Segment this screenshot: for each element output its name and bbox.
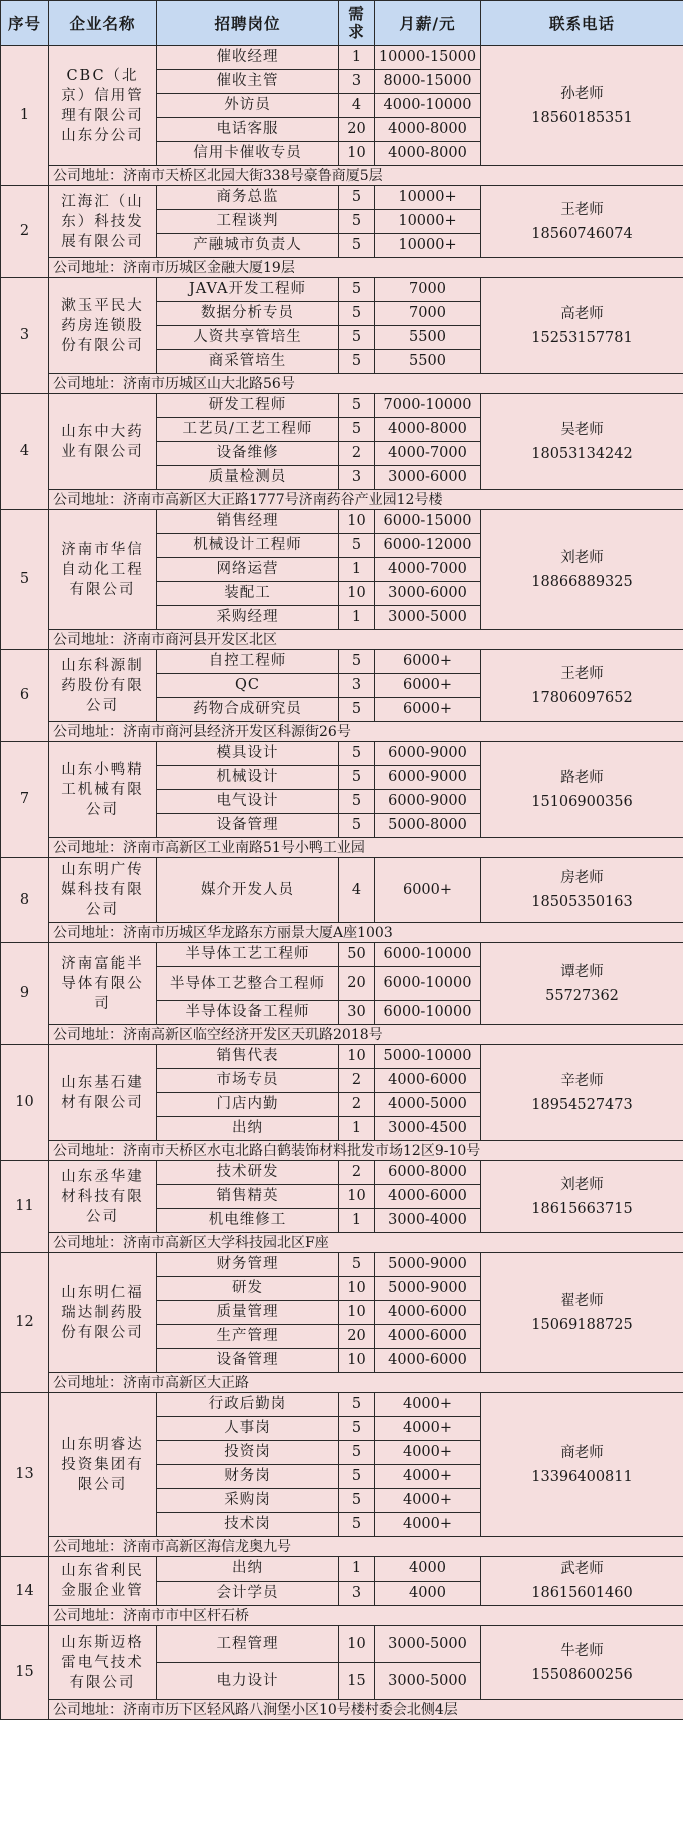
job-title: 催收经理 (157, 46, 339, 70)
job-salary: 5000-10000 (375, 1045, 481, 1069)
job-salary: 4000+ (375, 1417, 481, 1441)
job-title: 自控工程师 (157, 650, 339, 674)
job-count: 10 (339, 142, 375, 166)
job-title: 门店内勤 (157, 1093, 339, 1117)
company-address: 公司地址：济南高新区临空经济开发区天玑路2018号 (49, 1025, 683, 1045)
job-count: 2 (339, 1069, 375, 1093)
job-count: 10 (339, 1277, 375, 1301)
job-row (1, 46, 683, 70)
job-title: 研发工程师 (157, 394, 339, 418)
job-title: 人事岗 (157, 1417, 339, 1441)
job-title: 商采管培生 (157, 350, 339, 374)
contact-cell (481, 742, 683, 838)
job-salary: 4000-8000 (375, 418, 481, 442)
job-salary: 7000 (375, 302, 481, 326)
job-title: 设备管理 (157, 1349, 339, 1373)
contact-phone: 18866889325 (531, 573, 633, 590)
company-address: 公司地址：济南市高新区大学科技园北区F座 (49, 1233, 683, 1253)
job-row (1, 742, 683, 766)
header-position: 招聘岗位 (157, 1, 339, 46)
contact-phone: 18615663715 (531, 1200, 633, 1217)
job-count: 5 (339, 394, 375, 418)
job-title: 催收主管 (157, 70, 339, 94)
job-row (1, 394, 683, 418)
job-count: 10 (339, 1301, 375, 1325)
job-salary: 4000 (375, 1581, 481, 1606)
job-title: QC (157, 674, 339, 698)
contact-name: 房老师 (560, 870, 604, 886)
contact-cell (481, 46, 683, 166)
contact-name: 刘老师 (560, 549, 604, 566)
job-salary: 5000-9000 (375, 1253, 481, 1277)
job-count: 3 (339, 70, 375, 94)
address-row (1, 258, 683, 278)
job-count: 5 (339, 1489, 375, 1513)
job-salary: 10000-15000 (375, 46, 481, 70)
job-salary: 7000 (375, 278, 481, 302)
job-count: 5 (339, 302, 375, 326)
job-count: 3 (339, 466, 375, 490)
address-row (1, 1537, 683, 1557)
contact-phone: 18505350163 (531, 894, 633, 910)
contact-cell (481, 1253, 683, 1373)
job-salary: 4000-7000 (375, 558, 481, 582)
job-title: 财务岗 (157, 1465, 339, 1489)
job-salary: 5000-9000 (375, 1277, 481, 1301)
job-title: 投资岗 (157, 1441, 339, 1465)
job-salary: 4000-8000 (375, 142, 481, 166)
contact-name: 武老师 (560, 1561, 604, 1577)
header-company: 企业名称 (49, 1, 157, 46)
contact-name: 刘老师 (560, 1176, 604, 1193)
contact-phone: 18954527473 (531, 1096, 633, 1113)
job-count: 5 (339, 742, 375, 766)
job-title: 商务总监 (157, 186, 339, 210)
job-title: 机电维修工 (157, 1209, 339, 1233)
job-title: JAVA开发工程师 (157, 278, 339, 302)
job-title: 工程管理 (157, 1626, 339, 1663)
job-salary: 10000+ (375, 210, 481, 234)
company-address: 公司地址：济南市天桥区北园大街338号豪鲁商厦5层 (49, 166, 683, 186)
contact-cell (481, 858, 683, 923)
job-title: 工程谈判 (157, 210, 339, 234)
job-title: 出纳 (157, 1117, 339, 1141)
job-title: 产融城市负责人 (157, 234, 339, 258)
job-row (1, 186, 683, 210)
company-name: 山东斯迈格雷电气技术有限公司 (49, 1626, 157, 1700)
header-no: 序号 (1, 1, 49, 46)
job-count: 5 (339, 186, 375, 210)
job-count: 1 (339, 1557, 375, 1582)
job-salary: 6000+ (375, 698, 481, 722)
contact-cell (481, 650, 683, 722)
contact-phone: 18615601460 (531, 1585, 633, 1601)
job-salary: 4000 (375, 1557, 481, 1582)
job-salary: 5500 (375, 326, 481, 350)
job-salary: 3000-5000 (375, 1626, 481, 1663)
job-count: 10 (339, 1185, 375, 1209)
contact-name: 牛老师 (560, 1642, 604, 1659)
job-salary: 6000-9000 (375, 742, 481, 766)
contact-name: 翟老师 (560, 1292, 604, 1309)
job-title: 电话客服 (157, 118, 339, 142)
job-title: 模具设计 (157, 742, 339, 766)
job-count: 5 (339, 1393, 375, 1417)
address-row (1, 374, 683, 394)
company-name: 山东丞华建材科技有限公司 (49, 1161, 157, 1233)
job-title: 技术岗 (157, 1513, 339, 1537)
job-count: 20 (339, 967, 375, 1001)
company-name: 江海汇（山东）科技发展有限公司 (49, 186, 157, 258)
address-row (1, 923, 683, 943)
job-row (1, 1557, 683, 1582)
job-title: 技术研发 (157, 1161, 339, 1185)
job-count: 5 (339, 418, 375, 442)
job-salary: 7000-10000 (375, 394, 481, 418)
company-number: 8 (1, 858, 49, 943)
company-address: 公司地址：济南市历城区山大北路56号 (49, 374, 683, 394)
company-address: 公司地址：济南市天桥区水屯北路白鹤装饰材料批发市场12区9-10号 (49, 1141, 683, 1161)
job-title: 生产管理 (157, 1325, 339, 1349)
job-count: 10 (339, 1349, 375, 1373)
job-salary: 6000-10000 (375, 1001, 481, 1025)
job-count: 10 (339, 582, 375, 606)
job-salary: 4000-6000 (375, 1301, 481, 1325)
contact-phone: 15106900356 (531, 793, 633, 810)
job-count: 5 (339, 814, 375, 838)
contact-name: 路老师 (560, 769, 604, 786)
company-number: 14 (1, 1557, 49, 1626)
job-salary: 4000-7000 (375, 442, 481, 466)
job-salary: 4000-10000 (375, 94, 481, 118)
job-title: 外访员 (157, 94, 339, 118)
job-salary: 10000+ (375, 234, 481, 258)
company-number: 2 (1, 186, 49, 278)
job-salary: 6000-12000 (375, 534, 481, 558)
job-title: 工艺员/工艺工程师 (157, 418, 339, 442)
job-salary: 6000+ (375, 650, 481, 674)
job-title: 质量管理 (157, 1301, 339, 1325)
job-count: 1 (339, 1117, 375, 1141)
job-count: 4 (339, 94, 375, 118)
address-row (1, 1373, 683, 1393)
job-row (1, 1253, 683, 1277)
job-salary: 3000-5000 (375, 606, 481, 630)
job-salary: 4000+ (375, 1465, 481, 1489)
job-count: 5 (339, 1513, 375, 1537)
job-title: 研发 (157, 1277, 339, 1301)
company-number: 12 (1, 1253, 49, 1393)
job-salary: 4000-6000 (375, 1349, 481, 1373)
company-name: 山东小鸭精工机械有限公司 (49, 742, 157, 838)
company-number: 9 (1, 943, 49, 1045)
company-number: 15 (1, 1626, 49, 1720)
job-count: 1 (339, 46, 375, 70)
job-title: 装配工 (157, 582, 339, 606)
job-title: 销售精英 (157, 1185, 339, 1209)
job-title: 行政后勤岗 (157, 1393, 339, 1417)
job-salary: 3000-6000 (375, 466, 481, 490)
job-count: 5 (339, 766, 375, 790)
job-count: 4 (339, 858, 375, 923)
job-salary: 6000-15000 (375, 510, 481, 534)
job-count: 5 (339, 210, 375, 234)
contact-phone: 15069188725 (531, 1316, 633, 1333)
contact-name: 高老师 (560, 305, 604, 322)
job-title: 机械设计工程师 (157, 534, 339, 558)
address-row (1, 838, 683, 858)
company-name: 山东科源制药股份有限公司 (49, 650, 157, 722)
job-count: 5 (339, 698, 375, 722)
job-salary: 6000-9000 (375, 790, 481, 814)
job-count: 5 (339, 1441, 375, 1465)
contact-cell (481, 1393, 683, 1537)
job-row (1, 278, 683, 302)
job-title: 采购经理 (157, 606, 339, 630)
job-salary: 4000-6000 (375, 1325, 481, 1349)
address-row (1, 166, 683, 186)
job-row (1, 1045, 683, 1069)
job-count: 10 (339, 510, 375, 534)
job-salary: 8000-15000 (375, 70, 481, 94)
job-salary: 4000+ (375, 1441, 481, 1465)
address-row (1, 1700, 683, 1720)
job-title: 市场专员 (157, 1069, 339, 1093)
job-title: 销售代表 (157, 1045, 339, 1069)
contact-cell (481, 1626, 683, 1700)
job-count: 1 (339, 606, 375, 630)
job-count: 15 (339, 1663, 375, 1700)
contact-cell (481, 510, 683, 630)
job-salary: 4000-5000 (375, 1093, 481, 1117)
job-title: 采购岗 (157, 1489, 339, 1513)
contact-phone: 55727362 (545, 987, 619, 1004)
job-count: 5 (339, 1465, 375, 1489)
job-salary: 3000-4000 (375, 1209, 481, 1233)
job-count: 10 (339, 1626, 375, 1663)
contact-phone: 15253157781 (531, 329, 633, 346)
job-count: 50 (339, 943, 375, 967)
company-name: 济南市华信自动化工程有限公司 (49, 510, 157, 630)
job-salary: 4000-6000 (375, 1069, 481, 1093)
contact-cell (481, 394, 683, 490)
job-salary: 4000+ (375, 1513, 481, 1537)
company-number: 5 (1, 510, 49, 650)
job-title: 设备管理 (157, 814, 339, 838)
company-number: 10 (1, 1045, 49, 1161)
job-count: 5 (339, 790, 375, 814)
contact-cell (481, 1045, 683, 1141)
company-number: 13 (1, 1393, 49, 1557)
job-count: 20 (339, 1325, 375, 1349)
job-title: 销售经理 (157, 510, 339, 534)
job-row (1, 1393, 683, 1417)
header-row (1, 1, 683, 46)
job-salary: 6000-10000 (375, 943, 481, 967)
job-salary: 3000-5000 (375, 1663, 481, 1700)
address-row (1, 1025, 683, 1045)
company-name: 山东明仁福瑞达制药股份有限公司 (49, 1253, 157, 1373)
job-row (1, 510, 683, 534)
job-count: 10 (339, 1045, 375, 1069)
company-address: 公司地址：济南市市中区杆石桥 (49, 1606, 683, 1626)
company-name: CBC（北京）信用管理有限公司山东分公司 (49, 46, 157, 166)
job-count: 5 (339, 1253, 375, 1277)
job-salary: 6000+ (375, 858, 481, 923)
job-title: 质量检测员 (157, 466, 339, 490)
job-count: 2 (339, 1093, 375, 1117)
job-salary: 4000+ (375, 1393, 481, 1417)
table-body (1, 46, 683, 1720)
job-title: 电气设计 (157, 790, 339, 814)
job-count: 5 (339, 1417, 375, 1441)
job-count: 5 (339, 350, 375, 374)
job-count: 5 (339, 534, 375, 558)
contact-cell (481, 186, 683, 258)
company-number: 6 (1, 650, 49, 742)
job-count: 5 (339, 234, 375, 258)
company-name: 山东明广传媒科技有限公司 (49, 858, 157, 923)
contact-name: 王老师 (560, 201, 604, 218)
job-count: 2 (339, 1161, 375, 1185)
company-address: 公司地址：济南市商河县开发区北区 (49, 630, 683, 650)
contact-phone: 13396400811 (531, 1468, 633, 1485)
job-salary: 6000-8000 (375, 1161, 481, 1185)
contact-phone: 18560746074 (531, 225, 633, 242)
company-name: 山东省利民金服企业管 (49, 1557, 157, 1606)
company-number: 3 (1, 278, 49, 394)
company-address: 公司地址：济南市历城区华龙路东方丽景大厦A座1003 (49, 923, 683, 943)
job-count: 2 (339, 442, 375, 466)
job-salary: 5500 (375, 350, 481, 374)
job-salary: 4000+ (375, 1489, 481, 1513)
job-count: 5 (339, 278, 375, 302)
job-count: 1 (339, 1209, 375, 1233)
contact-name: 吴老师 (560, 421, 604, 438)
job-title: 网络运营 (157, 558, 339, 582)
contact-name: 商老师 (560, 1444, 604, 1461)
job-title: 出纳 (157, 1557, 339, 1582)
company-address: 公司地址：济南市高新区大正路 (49, 1373, 683, 1393)
job-salary: 6000-10000 (375, 967, 481, 1001)
company-address: 公司地址：济南市高新区工业南路51号小鸭工业园 (49, 838, 683, 858)
job-salary: 3000-6000 (375, 582, 481, 606)
company-name: 济南富能半导体有限公司 (49, 943, 157, 1025)
job-title: 数据分析专员 (157, 302, 339, 326)
address-row (1, 1606, 683, 1626)
contact-cell (481, 943, 683, 1025)
job-count: 3 (339, 674, 375, 698)
job-title: 信用卡催收专员 (157, 142, 339, 166)
job-count: 1 (339, 558, 375, 582)
company-name: 漱玉平民大药房连锁股份有限公司 (49, 278, 157, 374)
company-number: 11 (1, 1161, 49, 1253)
job-count: 5 (339, 326, 375, 350)
job-salary: 5000-8000 (375, 814, 481, 838)
contact-cell (481, 1557, 683, 1606)
job-row (1, 858, 683, 923)
job-title: 设备维修 (157, 442, 339, 466)
job-title: 会计学员 (157, 1581, 339, 1606)
address-row (1, 722, 683, 742)
job-salary: 10000+ (375, 186, 481, 210)
job-title: 半导体工艺工程师 (157, 943, 339, 967)
contact-phone: 17806097652 (531, 689, 633, 706)
company-name: 山东中大药业有限公司 (49, 394, 157, 490)
contact-phone: 15508600256 (531, 1666, 633, 1683)
contact-phone: 18560185351 (531, 109, 633, 126)
company-address: 公司地址：济南市历下区轻风路八涧堡小区10号楼村委会北侧4层 (49, 1700, 683, 1720)
address-row (1, 1141, 683, 1161)
job-count: 30 (339, 1001, 375, 1025)
job-count: 20 (339, 118, 375, 142)
header-contact: 联系电话 (481, 1, 683, 46)
company-address: 公司地址：济南市高新区大正路1777号济南药谷产业园12号楼 (49, 490, 683, 510)
job-salary: 4000-6000 (375, 1185, 481, 1209)
job-salary: 4000-8000 (375, 118, 481, 142)
job-row (1, 943, 683, 967)
job-title: 人资共享管培生 (157, 326, 339, 350)
company-address: 公司地址：济南市高新区海信龙奥九号 (49, 1537, 683, 1557)
job-title: 半导体设备工程师 (157, 1001, 339, 1025)
job-title: 机械设计 (157, 766, 339, 790)
contact-cell (481, 1161, 683, 1233)
company-number: 7 (1, 742, 49, 858)
company-address: 公司地址：济南市商河县经济开发区科源街26号 (49, 722, 683, 742)
company-address: 公司地址：济南市历城区金融大厦19层 (49, 258, 683, 278)
company-number: 4 (1, 394, 49, 510)
company-name: 山东明睿达投资集团有限公司 (49, 1393, 157, 1537)
contact-name: 谭老师 (560, 963, 604, 980)
address-row (1, 630, 683, 650)
job-row (1, 1161, 683, 1185)
job-salary: 6000-9000 (375, 766, 481, 790)
contact-phone: 18053134242 (531, 445, 633, 462)
job-count: 5 (339, 650, 375, 674)
contact-name: 辛老师 (560, 1072, 604, 1089)
header-salary: 月薪/元 (375, 1, 481, 46)
contact-name: 王老师 (560, 665, 604, 682)
job-count: 3 (339, 1581, 375, 1606)
job-salary: 3000-4500 (375, 1117, 481, 1141)
address-row (1, 1233, 683, 1253)
job-title: 媒介开发人员 (157, 858, 339, 923)
contact-name: 孙老师 (560, 85, 604, 102)
job-row (1, 1626, 683, 1663)
job-row (1, 650, 683, 674)
job-title: 电力设计 (157, 1663, 339, 1700)
job-title: 财务管理 (157, 1253, 339, 1277)
job-salary: 6000+ (375, 674, 481, 698)
job-title: 半导体工艺整合工程师 (157, 967, 339, 1001)
address-row (1, 490, 683, 510)
company-number: 1 (1, 46, 49, 186)
job-title: 药物合成研究员 (157, 698, 339, 722)
header-count: 需 求 (339, 1, 375, 46)
company-name: 山东基石建材有限公司 (49, 1045, 157, 1141)
contact-cell (481, 278, 683, 374)
